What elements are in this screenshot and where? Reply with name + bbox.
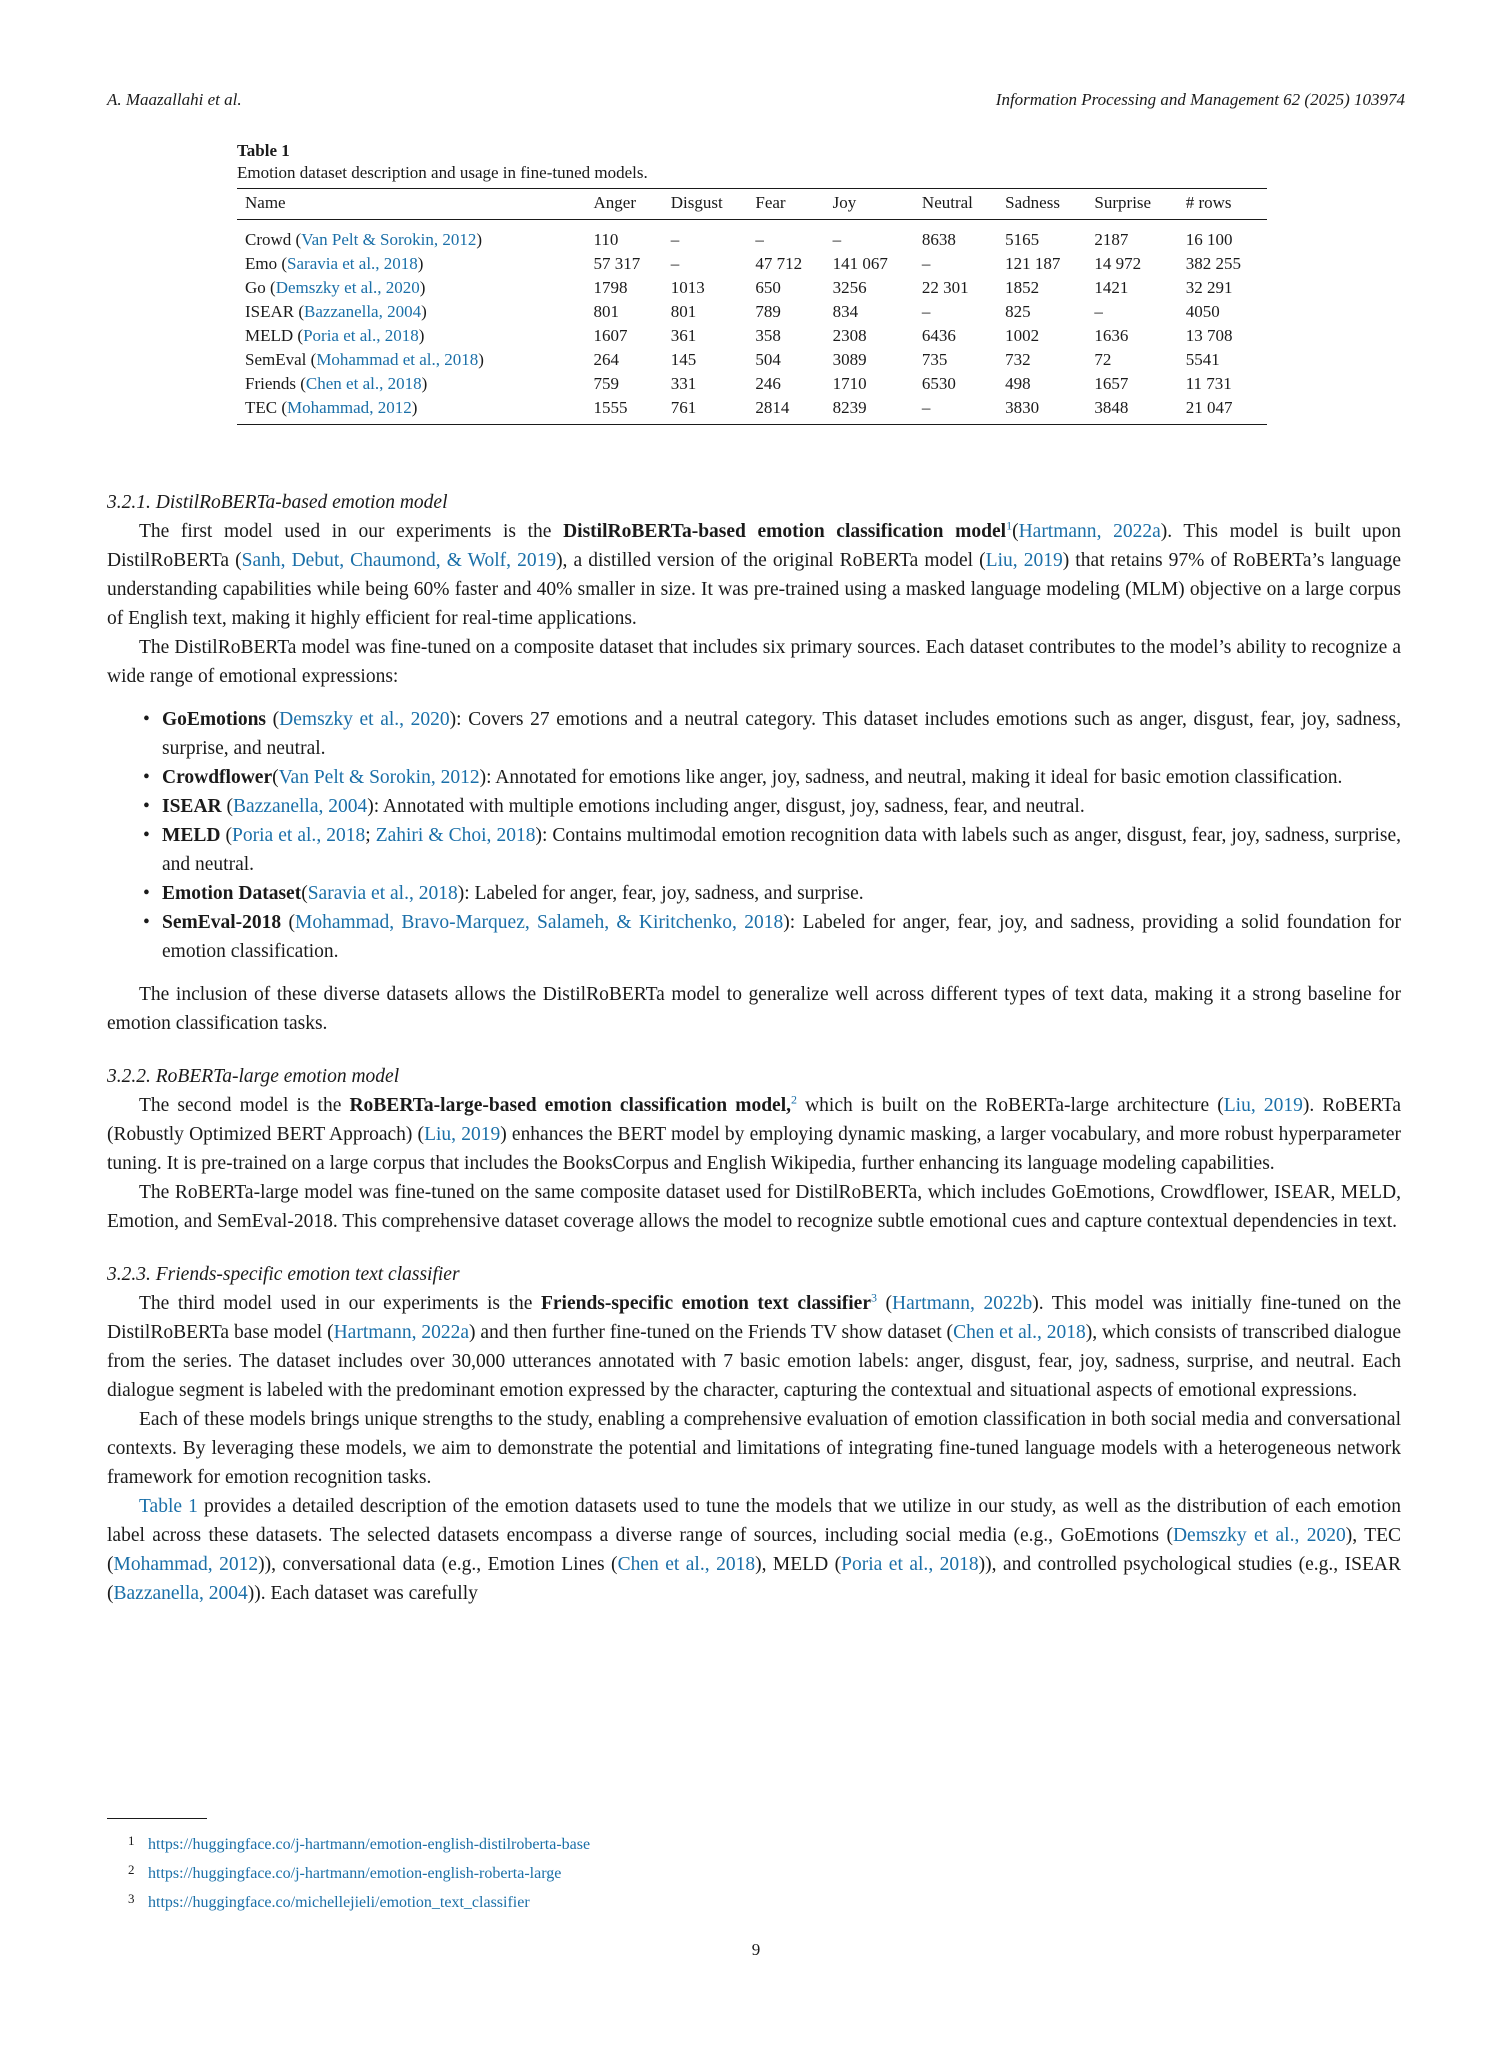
table-cell: 47 712 — [755, 254, 803, 273]
table-cell: 1555 — [586, 396, 663, 425]
dataset-bullet-list — [107, 705, 1401, 966]
table-cell: 834 — [832, 302, 859, 321]
citation-link[interactable]: Chen et al., 2018 — [617, 1554, 756, 1575]
table-row — [237, 220, 1267, 253]
table-column-header: Neutral — [914, 189, 997, 220]
citation-link[interactable]: Demszky et al., 2020 — [1172, 1525, 1346, 1546]
citation-link[interactable]: Mohammad, 2012 — [113, 1554, 259, 1575]
table-cell: 13 708 — [1185, 326, 1233, 345]
table-body — [237, 220, 1267, 425]
table-cell: 6530 — [921, 374, 956, 393]
table-cell: 16 100 — [1185, 230, 1233, 249]
list-item: • SemEval-2018 (Mohammad, Bravo-Marquez, Salameh, & Kiritchenko, 2018): Labeled for anger, fear, joy, and sadness, providing a solid foundation for emotion classification. — [107, 908, 1401, 966]
citation-link[interactable]: Mohammad, Bravo-Marquez, Salameh, & Kiritchenko, 2018 — [294, 912, 784, 933]
citation-link[interactable]: Poria et al., 2018 — [303, 326, 419, 345]
table-ref-link[interactable]: Table 1 — [139, 1496, 198, 1517]
table-header-row — [237, 189, 1267, 220]
table-cell: 2308 — [832, 326, 867, 345]
table-cell: 21 047 — [1178, 396, 1267, 425]
citation-link[interactable]: Demszky et al., 2020 — [279, 709, 450, 730]
footnote-ref[interactable]: 2 — [791, 1092, 798, 1107]
body-text — [107, 488, 1401, 1608]
table-cell: 382 255 — [1185, 254, 1241, 273]
table-cell: 825 — [1005, 302, 1031, 321]
paragraph: Table 1 provides a detailed description of the emotion datasets used to tune the models that we utilize in our study, as well as the distribution of each emotion label across these datasets. The selected datasets encompass a diverse range of sources, including social media (e.g., GoEmotions (Demszky et al., 2020), TEC (Mohammad, 2012)), conversational data (e.g., Emotion Lines (Chen et al., 2018), MELD (Poria et al., 2018)), and controlled psychological studies (e.g., ISEAR (Bazzanella, 2004)). Each dataset was carefully — [107, 1496, 1402, 1604]
table-cell: 3830 — [997, 396, 1086, 425]
paragraph: The third model used in our experiments is the Friends-specific emotion text classifier$^3$ (Hartmann, 2022b). This model was initially fine-tuned on the DistilRoBERTa base model (Hartmann, 2022a) and then further fine-tuned on the Friends TV show dataset (Chen et al., 2018), which consists of transcribed dialogue from the series. The dataset includes over 30,000 utterances annotated with 7 basic emotion labels: anger, disgust, fear, joy, sadness, surprise, and neutral. Each dialogue segment is labeled with the predominant emotion expressed by the character, capturing the contextual and situational aspects of emotional expressions. — [107, 1290, 1402, 1401]
paragraph: The RoBERTa-large model was fine-tuned on the same composite dataset used for DistilRoBERTa, which includes GoEmotions, Crowdflower, ISEAR, MELD, Emotion, and SemEval-2018. This comprehensive dataset coverage allows the model to recognize subtle emotional cues and capture contextual dependencies in text. — [107, 1182, 1401, 1232]
table-cell: 4050 — [1185, 302, 1220, 321]
table-cell: 141 067 — [832, 254, 888, 273]
footnote-ref[interactable]: 3 — [870, 1290, 877, 1305]
table-row — [237, 324, 1267, 348]
table-cell: 8239 — [825, 396, 914, 425]
footnote: 2 https://huggingface.co/j-hartmann/emotion-english-roberta-large — [128, 1862, 562, 1882]
citation-link[interactable]: Hartmann, 2022a — [1018, 521, 1161, 542]
table-cell: 11 731 — [1185, 374, 1232, 393]
table-cell: 1421 — [1094, 278, 1129, 297]
table-cell: 331 — [670, 374, 697, 393]
table-column-header: Fear — [747, 189, 824, 220]
table-cell: 246 — [755, 374, 781, 393]
table-row — [237, 396, 1267, 425]
table-cell: 6436 — [921, 326, 956, 345]
table-cell: 8638 — [921, 230, 956, 249]
dataset-name-cell: Crowd (Van Pelt & Sorokin, 2012) — [245, 230, 483, 249]
list-item: • ISEAR (Bazzanella, 2004): Annotated with multiple emotions including anger, disgust, joy, sadness, fear, and neutral. — [107, 792, 1401, 821]
table-cell: 759 — [593, 374, 619, 393]
table-cell: 1636 — [1094, 326, 1129, 345]
table-cell: 5541 — [1185, 350, 1220, 369]
table-cell: 732 — [1005, 350, 1031, 369]
section-heading-323: 3.2.3. Friends-specific emotion text classifier — [107, 1264, 460, 1285]
table-cell: 72 — [1094, 350, 1112, 369]
table-cell: 121 187 — [1005, 254, 1061, 273]
footnote: 3 https://huggingface.co/michellejieli/emotion_text_classifier — [128, 1891, 530, 1911]
table-cell: 264 — [593, 350, 619, 369]
dataset-name-cell: Emo (Saravia et al., 2018) — [245, 254, 424, 273]
citation-link[interactable]: Van Pelt & Sorokin, 2012 — [301, 230, 477, 249]
footnote-url-link[interactable]: https://huggingface.co/j-hartmann/emotion-english-roberta-large — [148, 1865, 562, 1882]
citation-link[interactable]: Saravia et al., 2018 — [287, 254, 418, 273]
citation-link[interactable]: Poria et al., 2018 — [841, 1554, 979, 1575]
table-cell: 761 — [663, 396, 748, 425]
table-cell: 361 — [670, 326, 697, 345]
table-row — [237, 252, 1267, 276]
table-column-header: Joy — [825, 189, 914, 220]
table-column-header: Sadness — [997, 189, 1086, 220]
citation-link[interactable]: Liu, 2019 — [985, 550, 1063, 571]
table-cell: – — [755, 230, 764, 249]
table-cell: – — [670, 254, 680, 273]
table-cell: 735 — [921, 350, 948, 369]
table-column-header: # rows — [1178, 189, 1267, 220]
citation-link[interactable]: Mohammad et al., 2018 — [316, 350, 479, 369]
table-cell: 1607 — [593, 326, 628, 345]
table-cell: 57 317 — [593, 254, 641, 273]
table-cell: – — [921, 254, 931, 273]
table-row — [237, 372, 1267, 396]
table-cell: – — [670, 230, 680, 249]
table-cell: 22 301 — [921, 278, 969, 297]
footnote: 1 https://huggingface.co/j-hartmann/emotion-english-distilroberta-base — [128, 1833, 591, 1853]
dataset-name-cell: SemEval (Mohammad et al., 2018) — [245, 350, 484, 369]
table-cell: – — [914, 396, 997, 425]
table-cell: 145 — [670, 350, 697, 369]
dataset-table — [237, 188, 1267, 425]
table-cell: 1002 — [1005, 326, 1040, 345]
citation-link[interactable]: Hartmann, 2022a — [333, 1322, 469, 1343]
dataset-name-cell: Go (Demszky et al., 2020) — [245, 278, 426, 297]
footnote-url-link[interactable]: https://huggingface.co/j-hartmann/emotion-english-distilroberta-base — [148, 1836, 591, 1853]
list-item: • MELD (Poria et al., 2018; Zahiri & Choi, 2018): Contains multimodal emotion recognition data with labels such as anger, disgust, fear, joy, sadness, surprise, and neutral. — [107, 821, 1401, 879]
citation-link[interactable]: Zahiri & Choi, 2018 — [375, 825, 536, 846]
paragraph: The inclusion of these diverse datasets allows the DistilRoBERTa model to generalize well across different types of text data, making it a strong baseline for emotion classification tasks. — [107, 984, 1401, 1034]
dataset-name-cell: ISEAR (Bazzanella, 2004) — [245, 302, 427, 321]
table-cell: 358 — [755, 326, 781, 345]
table-cell: 3089 — [832, 350, 867, 369]
citation-link[interactable]: Bazzanella, 2004 — [113, 1583, 248, 1604]
table-cell: – — [921, 302, 931, 321]
table-cell: 32 291 — [1185, 278, 1233, 297]
paragraph: The second model is the RoBERTa-large-based emotion classification model,$^2$ which is built on the RoBERTa-large architecture (Liu, 2019). RoBERTa (Robustly Optimized BERT Approach) (Liu, 2019) enhances the BERT model by employing dynamic masking, a larger vocabulary, and more robust hyperparameter tuning. It is pre-trained on a large corpus that includes the BooksCorpus and English Wikipedia, further enhancing its language modeling capabilities. — [107, 1092, 1402, 1174]
citation-link[interactable]: Chen et al., 2018 — [953, 1322, 1086, 1343]
list-item: • GoEmotions (Demszky et al., 2020): Covers 27 emotions and a neutral category. This dataset includes emotions such as anger, disgust, fear, joy, sadness, surprise, and neutral. — [107, 705, 1401, 763]
citation-link[interactable]: Van Pelt & Sorokin, 2012 — [278, 767, 480, 788]
paragraph: The first model used in our experiments is the DistilRoBERTa-based emotion classification model$^1$(Hartmann, 2022a). This model is built upon DistilRoBERTa (Sanh, Debut, Chaumond, & Wolf, 2019), a distilled version of the original RoBERTa model (Liu, 2019) that retains 97% of RoBERTa’s language understanding capabilities while being 60% faster and 40% smaller in size. It was pre-trained using a masked language modeling (MLM) objective on a large corpus of English text, making it highly efficient for real-time applications. — [107, 518, 1402, 629]
table-cell: 1798 — [593, 278, 628, 297]
table-1 — [237, 140, 1267, 425]
table-cell: 801 — [670, 302, 697, 321]
table-cell: 3256 — [832, 278, 867, 297]
paragraph: The DistilRoBERTa model was fine-tuned on a composite dataset that includes six primary sources. Each dataset contributes to the model’s ability to recognize a wide range of emotional expressions: — [107, 637, 1401, 687]
table-column-header: Anger — [586, 189, 663, 220]
dataset-name-cell: Friends (Chen et al., 2018) — [245, 374, 428, 393]
section-heading-321: 3.2.1. DistilRoBERTa-based emotion model — [107, 492, 448, 513]
list-item: • Crowdflower(Van Pelt & Sorokin, 2012): Annotated for emotions like anger, joy, sadness, and neutral, making it ideal for basic emotion classification. — [107, 763, 1401, 792]
paragraph: Each of these models brings unique strengths to the study, enabling a comprehensive evaluation of emotion classification in both social media and conversational contexts. By leveraging these models, we aim to demonstrate the potential and limitations of integrating fine-tuned language models with a heterogeneous network framework for emotion recognition tasks. — [107, 1409, 1401, 1488]
table-label: Table 1 — [237, 141, 290, 160]
table-cell: 1657 — [1094, 374, 1129, 393]
citation-link[interactable]: Saravia et al., 2018 — [307, 883, 458, 904]
citation-link[interactable]: Sanh, Debut, Chaumond, & Wolf, 2019 — [241, 550, 557, 571]
table-cell: 3848 — [1086, 396, 1177, 425]
list-item: • Emotion Dataset(Saravia et al., 2018): Labeled for anger, fear, joy, sadness, and surprise. — [107, 879, 1401, 908]
table-row — [237, 300, 1267, 324]
table-cell: 650 — [755, 278, 781, 297]
footnotes — [128, 1828, 590, 1915]
footnote-url-link[interactable]: https://huggingface.co/michellejieli/emotion_text_classifier — [148, 1894, 530, 1911]
table-cell: – — [1094, 302, 1103, 321]
citation-link[interactable]: Bazzanella, 2004 — [304, 302, 422, 321]
table-cell: 1710 — [832, 374, 867, 393]
footnote-ref[interactable]: 1 — [1006, 518, 1013, 533]
table-column-header: Surprise — [1086, 189, 1177, 220]
table-cell: 2187 — [1094, 230, 1129, 249]
table-cell: 504 — [755, 350, 781, 369]
citation-link[interactable]: Hartmann, 2022b — [892, 1293, 1033, 1314]
table-caption: Emotion dataset description and usage in fine-tuned models. — [237, 163, 648, 182]
table-cell: 14 972 — [1094, 254, 1142, 273]
citation-link[interactable]: Chen et al., 2018 — [305, 374, 422, 393]
table-cell: 2814 — [747, 396, 824, 425]
running-header-journal: Information Processing and Management 62 (2025) 103974 — [995, 90, 1405, 109]
table-row — [237, 348, 1267, 372]
table-cell: 1852 — [1005, 278, 1040, 297]
citation-link[interactable]: Liu, 2019 — [424, 1124, 501, 1145]
table-row — [237, 276, 1267, 300]
citation-link[interactable]: Mohammad, 2012 — [287, 398, 412, 417]
section-heading-322: 3.2.2. RoBERTa-large emotion model — [107, 1066, 400, 1087]
table-cell: 110 — [593, 230, 619, 249]
table-cell: 801 — [593, 302, 619, 321]
table-cell: – — [832, 230, 842, 249]
citation-link[interactable]: Bazzanella, 2004 — [232, 796, 368, 817]
dataset-name-cell: TEC (Mohammad, 2012) — [237, 396, 586, 425]
citation-link[interactable]: Poria et al., 2018 — [232, 825, 366, 846]
table-column-header: Name — [237, 189, 586, 220]
running-header-authors: A. Maazallahi et al. — [107, 90, 242, 109]
dataset-name-cell: MELD (Poria et al., 2018) — [245, 326, 425, 345]
table-column-header: Disgust — [663, 189, 748, 220]
footnote-rule — [107, 1818, 207, 1819]
citation-link[interactable]: Liu, 2019 — [1223, 1095, 1303, 1116]
table-cell: 5165 — [1005, 230, 1040, 249]
citation-link[interactable]: Demszky et al., 2020 — [275, 278, 420, 297]
page-number: 9 — [751, 1940, 761, 1959]
table-cell: 789 — [755, 302, 781, 321]
table-cell: 1013 — [670, 278, 705, 297]
table-cell: 498 — [1005, 374, 1031, 393]
